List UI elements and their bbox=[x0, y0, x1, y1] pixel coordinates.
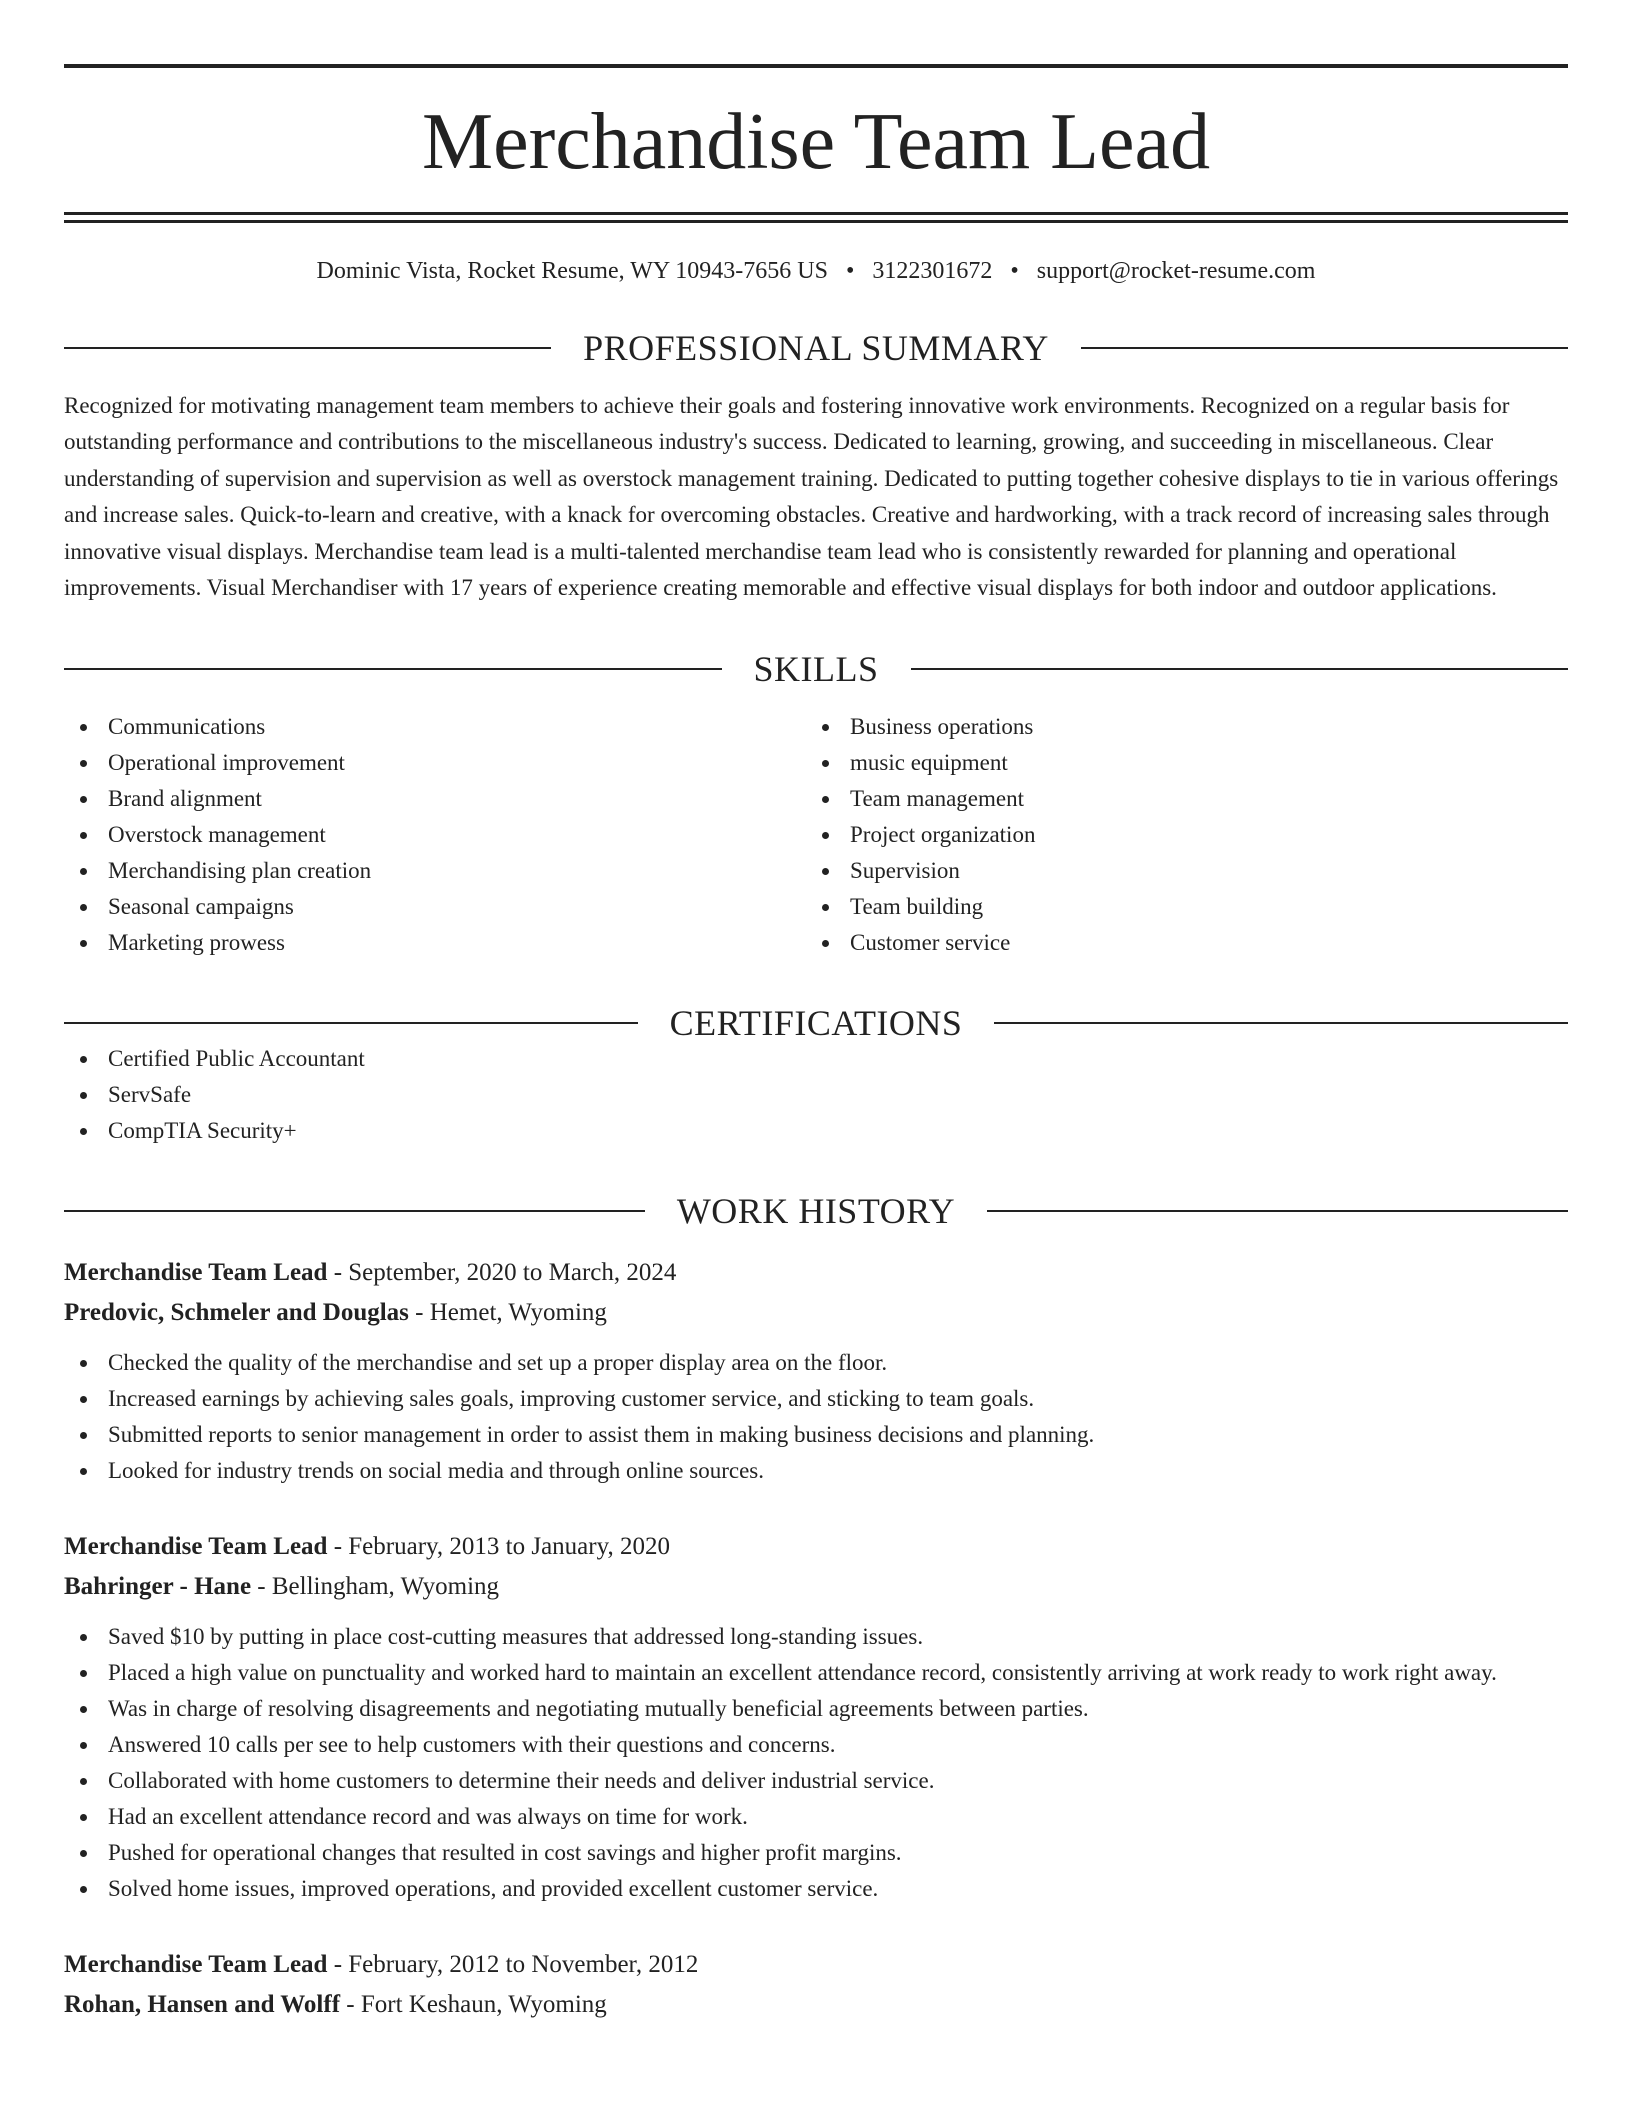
title-double-rule bbox=[64, 212, 1568, 223]
job-company: Rohan, Hansen and Wolff bbox=[64, 1990, 341, 2018]
skill-item: Team management bbox=[806, 781, 1548, 817]
contact-phone: 3122301672 bbox=[872, 258, 993, 284]
job-duty-item: Had an excellent attendance record and was always on time for work. bbox=[64, 1799, 1568, 1835]
heading-rule-right bbox=[911, 668, 1569, 670]
contact-line bbox=[64, 257, 1568, 286]
skill-item: Business operations bbox=[806, 709, 1548, 745]
contact-separator: • bbox=[845, 258, 855, 284]
job-duty-item: Saved $10 by putting in place cost-cutting measures that addressed long-standing issues. bbox=[64, 1619, 1568, 1655]
job-duty-item: Collaborated with home customers to determine their needs and deliver industrial service. bbox=[64, 1763, 1568, 1799]
skill-item: music equipment bbox=[806, 745, 1548, 781]
job-duty-item: Looked for industry trends on social media and through online sources. bbox=[64, 1453, 1568, 1489]
job-duties-list bbox=[64, 1619, 1568, 1907]
job-location: - Fort Keshaun, Wyoming bbox=[340, 1990, 607, 2018]
job-company-line bbox=[64, 1293, 1568, 1333]
summary-section-heading bbox=[64, 327, 1568, 368]
job-dates: - February, 2012 to November, 2012 bbox=[327, 1950, 699, 1978]
skill-item: Brand alignment bbox=[64, 781, 806, 817]
skills-list-left bbox=[64, 709, 806, 961]
job-entry bbox=[64, 1945, 1568, 2025]
summary-paragraph: Recognized for motivating management team members to achieve their goals and fostering innovative work environments. Recognized on a regular basis for outstanding performance and contributions to the miscellaneous industry's success. Dedicated to learning, growing, and succeeding in miscellaneous. Clear understanding of supervision and supervision as well as overstock management training. Dedicated to putting together cohesive displays to tie in various offerings and increase sales. Quick-to-learn and creative, with a knack for overcoming obstacles. Creative and hardworking, with a track record of increasing sales through innovative visual displays. Merchandise team lead is a multi-talented merchandise team lead who is consistently rewarded for planning and operational improvements. Visual Merchandiser with 17 years of experience creating memorable and effective visual displays for both indoor and outdoor applications. bbox=[64, 392, 1559, 601]
skill-item: Operational improvement bbox=[64, 745, 806, 781]
job-title-line bbox=[64, 1253, 1568, 1293]
certification-item: Certified Public Accountant bbox=[64, 1041, 1568, 1077]
job-entry bbox=[64, 1253, 1568, 1489]
certification-item: ServSafe bbox=[64, 1077, 1568, 1113]
heading-rule-left bbox=[64, 1022, 638, 1024]
certifications-heading-label: CERTIFICATIONS bbox=[669, 1002, 963, 1043]
heading-rule-right bbox=[987, 1210, 1568, 1212]
skills-list-right bbox=[806, 709, 1548, 961]
job-role: Merchandise Team Lead bbox=[64, 1532, 328, 1560]
job-duty-item: Was in charge of resolving disagreements and negotiating mutually beneficial agreements between parties. bbox=[64, 1691, 1568, 1727]
job-duty-item: Answered 10 calls per see to help customers with their questions and concerns. bbox=[64, 1727, 1568, 1763]
job-dates: - February, 2013 to January, 2020 bbox=[327, 1532, 670, 1560]
document-title: Merchandise Team Lead bbox=[421, 98, 1211, 186]
job-company: Bahringer - Hane bbox=[64, 1572, 252, 1600]
job-location: - Bellingham, Wyoming bbox=[251, 1572, 500, 1600]
job-company-line bbox=[64, 1567, 1568, 1607]
job-duty-item: Solved home issues, improved operations, and provided excellent customer service. bbox=[64, 1871, 1568, 1907]
job-duty-item: Increased earnings by achieving sales goals, improving customer service, and sticking to team goals. bbox=[64, 1381, 1568, 1417]
work-heading-label: WORK HISTORY bbox=[676, 1190, 956, 1231]
job-role: Merchandise Team Lead bbox=[64, 1950, 328, 1978]
work-section-heading bbox=[64, 1190, 1568, 1231]
heading-rule-left bbox=[64, 668, 722, 670]
job-duty-item: Placed a high value on punctuality and worked hard to maintain an excellent attendance record, consistently arriving at work ready to work right away. bbox=[64, 1655, 1568, 1691]
top-rule bbox=[64, 64, 1568, 68]
certifications-section-heading bbox=[64, 1002, 1568, 1043]
skill-item: Project organization bbox=[806, 817, 1548, 853]
job-duty-item: Pushed for operational changes that resulted in cost savings and higher profit margins. bbox=[64, 1835, 1568, 1871]
job-duty-item: Checked the quality of the merchandise and set up a proper display area on the floor. bbox=[64, 1345, 1568, 1381]
skill-item: Merchandising plan creation bbox=[64, 853, 806, 889]
job-title-line bbox=[64, 1945, 1568, 1985]
skill-item: Overstock management bbox=[64, 817, 806, 853]
job-location: - Hemet, Wyoming bbox=[408, 1298, 607, 1326]
contact-email: support@rocket-resume.com bbox=[1036, 258, 1316, 284]
job-company-line bbox=[64, 1985, 1568, 2025]
job-duty-item: Submitted reports to senior management in order to assist them in making business decisions and planning. bbox=[64, 1417, 1568, 1453]
skills-grid bbox=[64, 709, 1568, 961]
skill-item: Supervision bbox=[806, 853, 1548, 889]
job-role: Merchandise Team Lead bbox=[64, 1258, 328, 1286]
summary-heading-label: PROFESSIONAL SUMMARY bbox=[583, 327, 1049, 368]
job-company: Predovic, Schmeler and Douglas bbox=[64, 1298, 409, 1326]
skill-item: Team building bbox=[806, 889, 1548, 925]
heading-rule-right bbox=[1081, 347, 1568, 349]
contact-separator: • bbox=[1010, 258, 1019, 284]
contact-address: Dominic Vista, Rocket Resume, WY 10943-7656 US bbox=[316, 258, 828, 284]
heading-rule-left bbox=[64, 347, 551, 349]
certification-item: CompTIA Security+ bbox=[64, 1113, 1568, 1149]
skills-section-heading bbox=[64, 648, 1568, 689]
skill-item: Customer service bbox=[806, 925, 1548, 961]
job-dates: - September, 2020 to March, 2024 bbox=[327, 1258, 677, 1286]
skill-item: Communications bbox=[64, 709, 806, 745]
skills-heading-label: SKILLS bbox=[753, 648, 879, 689]
job-entry bbox=[64, 1527, 1568, 1907]
heading-rule-right bbox=[994, 1022, 1568, 1024]
job-title-line bbox=[64, 1527, 1568, 1567]
skill-item: Marketing prowess bbox=[64, 925, 806, 961]
job-duties-list bbox=[64, 1345, 1568, 1489]
certifications-list bbox=[64, 1041, 1568, 1149]
skill-item: Seasonal campaigns bbox=[64, 889, 806, 925]
heading-rule-left bbox=[64, 1210, 645, 1212]
